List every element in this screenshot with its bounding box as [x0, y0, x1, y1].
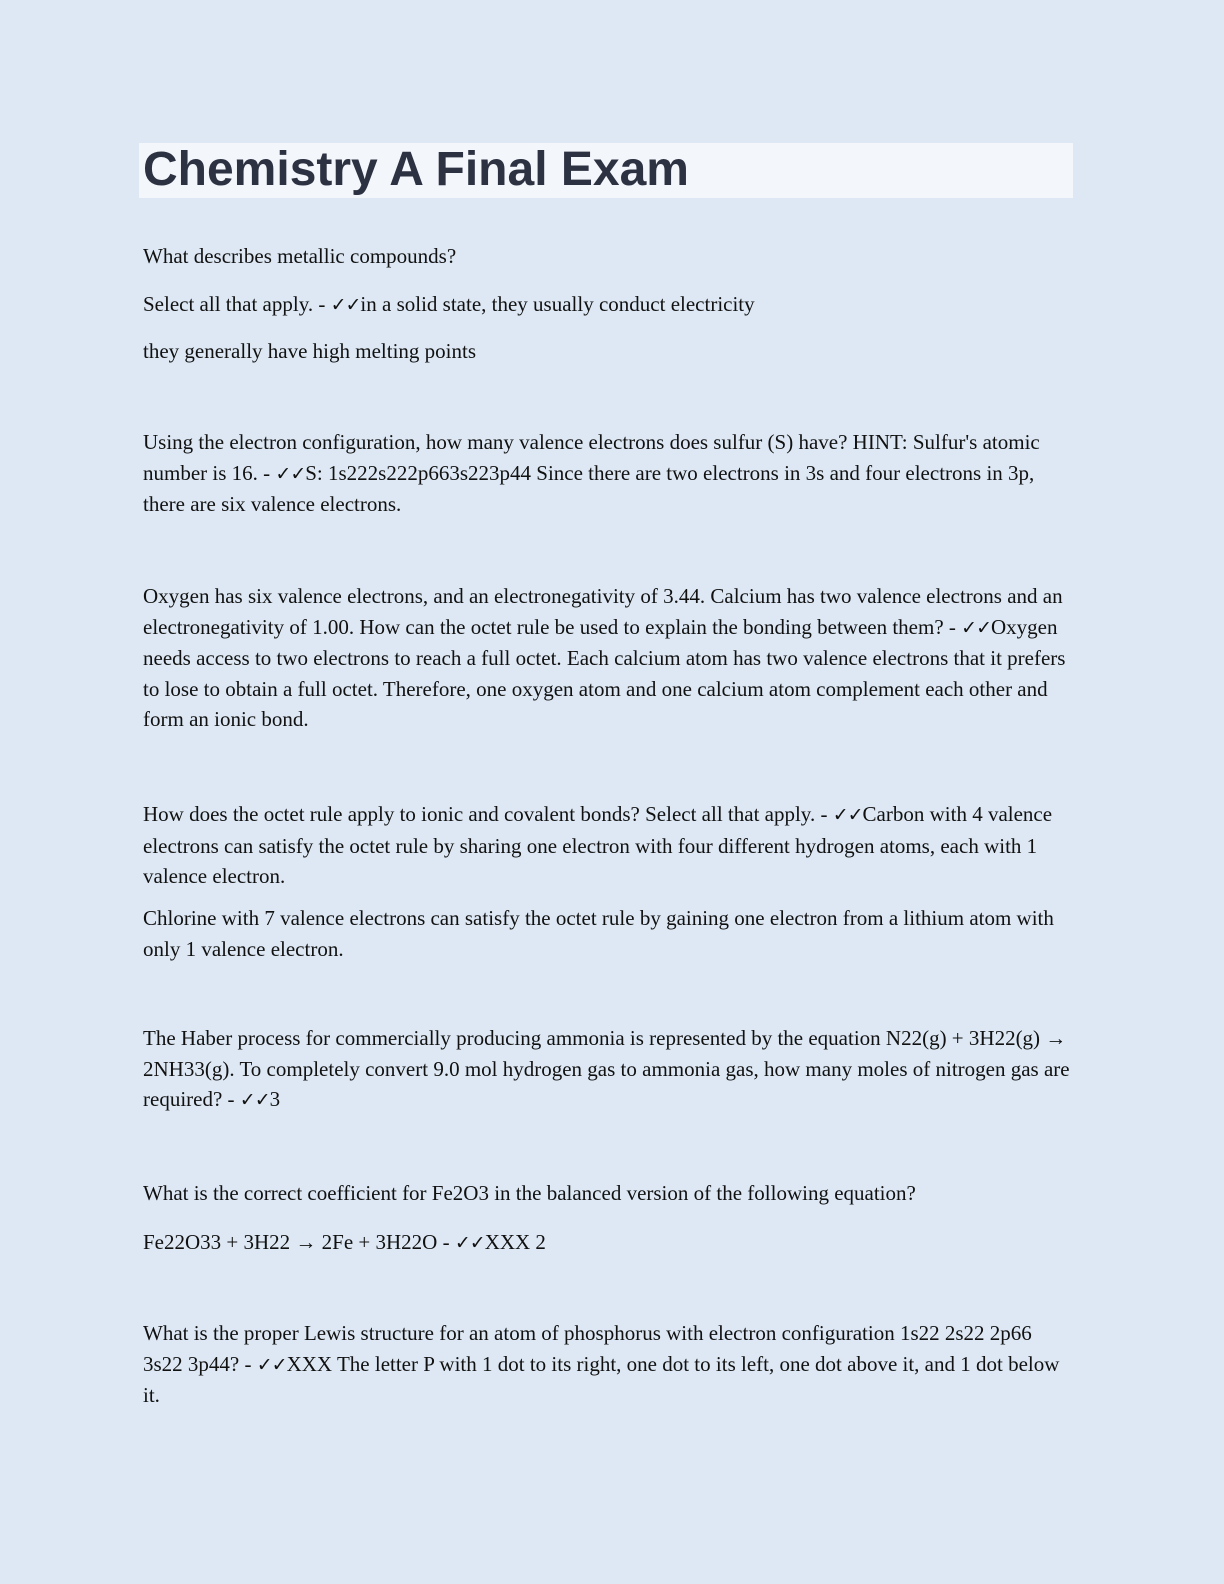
double-check-icon: ✓✓ [256, 1353, 287, 1376]
question-text: The Haber process for commercially producing ammonia is represented by the equation N22(g) + 3H22(g) → 2NH33(g). To completely convert 9.0 mol hydrogen gas to ammonia gas, how many moles of nitrogen gas are required? - [143, 1026, 1070, 1111]
double-check-icon: ✓✓ [832, 804, 863, 826]
question-text: What describes metallic compounds? [143, 244, 457, 268]
answer-text: Oxygen needs access to two electrons to reach a full octet. Each calcium atom has two valence electrons that it prefers to lose to obtain a full octet. Therefore, one oxygen atom and one calcium atom complement each other and form an ionic bond. [143, 614, 1066, 731]
answer-text: XXX The letter P with 1 dot to its right, one dot to its left, one dot above it, and 1 dot below it. [143, 1351, 1060, 1407]
answer-text: Chlorine with 7 valence electrons can satisfy the octet rule by gaining one electron from a lithium atom with only 1 valence electron. [143, 906, 1054, 961]
answer-text: 3 [269, 1087, 281, 1111]
double-check-icon: ✓✓ [239, 1089, 270, 1111]
answer-paragraph [143, 799, 1073, 892]
question-text: Using the electron configuration, how many valence electrons does sulfur (S) have? HINT: Sulfur's atomic number is 16. - [143, 430, 1040, 485]
question-text: Oxygen has six valence electrons, and an electronegativity of 3.44. Calcium has two valence electrons and an electronegativity of 1.00. How can the octet rule be used to explain the bonding between them? - [143, 584, 1063, 639]
answer-paragraph [143, 1318, 1073, 1411]
double-check-icon: ✓✓ [454, 1232, 485, 1254]
page-title: Chemistry A Final Exam [143, 143, 689, 196]
answer-text: S: 1s222s222p663s223p44 Since there are two electrons in 3s and four electrons in 3p, there are six valence electrons. [143, 460, 1035, 516]
question-text: What is the proper Lewis structure for an atom of phosphorus with electron configuration 1s22 2s22 2p66 3s22 3p44? - [143, 1321, 1032, 1376]
answer-text: in a solid state, they usually conduct electricity [360, 292, 755, 316]
answer-paragraph [143, 427, 1073, 520]
answer-paragraph [143, 1023, 1073, 1116]
question-text: Select all that apply. - [143, 292, 331, 316]
answer-paragraph [143, 581, 1073, 735]
question-text: What is the correct coefficient for Fe2O3 in the balanced version of the following equation? [143, 1181, 916, 1205]
double-check-icon: ✓✓ [961, 616, 991, 639]
answer-paragraph [143, 1227, 1073, 1259]
answer-text: they generally have high melting points [143, 339, 477, 363]
answer-text: XXX 2 [484, 1230, 546, 1254]
question-text: Fe22O33 + 3H22 → 2Fe + 3H22O - [143, 1230, 455, 1254]
answer-paragraph [143, 289, 1073, 321]
question-text: How does the octet rule apply to ionic and covalent bonds? Select all that apply. - [143, 802, 833, 826]
double-check-icon: ✓✓ [275, 462, 306, 485]
double-check-icon: ✓✓ [330, 294, 361, 316]
answer-text: Carbon with 4 valence electrons can satisfy the octet rule by sharing one electron with four different hydrogen atoms, each with 1 valence electron. [143, 802, 1053, 888]
